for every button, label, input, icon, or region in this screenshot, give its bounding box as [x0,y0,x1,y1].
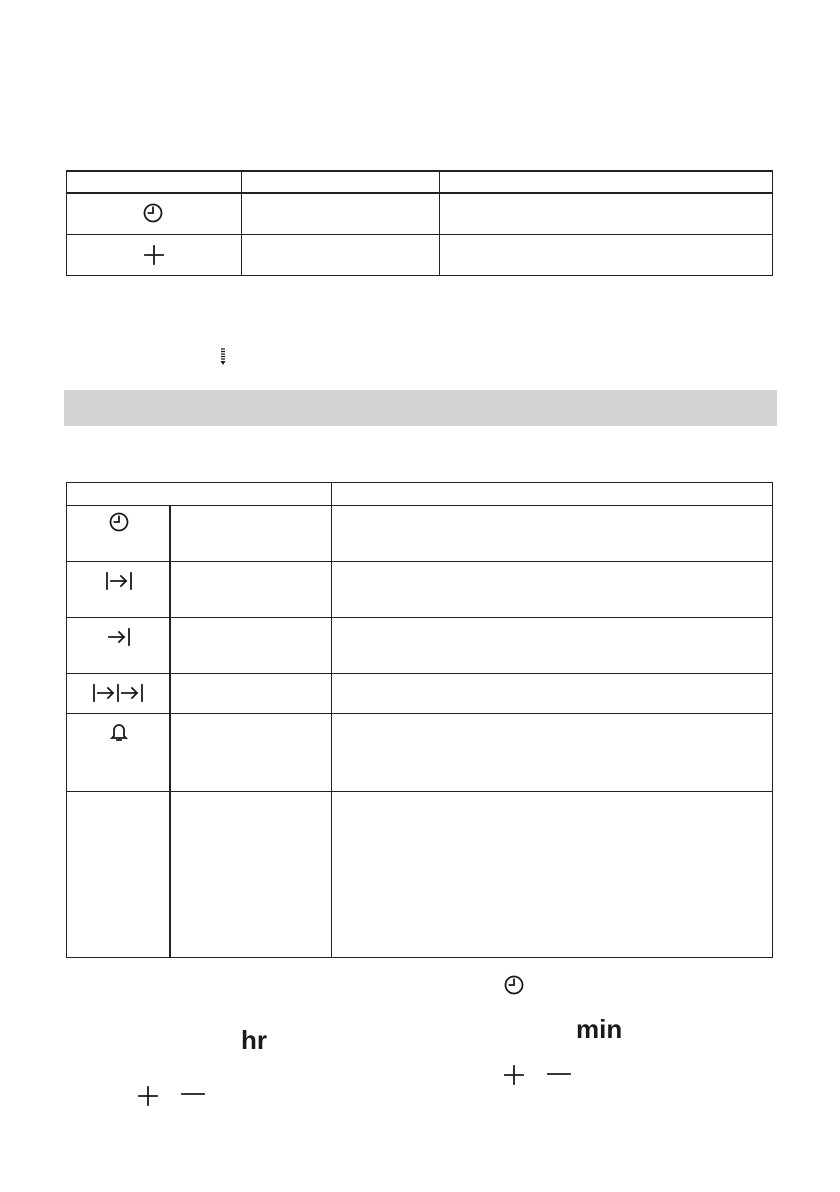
table-row [67,506,773,561]
table-row [67,674,773,713]
scroll-arrow-icon [220,348,226,366]
clock-functions-table [66,482,773,958]
clock-icon [504,975,524,995]
display-min-label: min [576,1014,623,1044]
time-delay-icon [92,684,144,702]
table-row [67,792,773,957]
bell-icon [110,722,128,742]
function-table [66,170,773,276]
plus-icon [504,1065,524,1085]
duration-icon [105,572,133,590]
plus-icon [144,245,164,265]
plus-icon [138,1086,158,1106]
table-row [67,714,773,791]
table-row [67,562,773,617]
column-divider [439,172,440,275]
display-hr-label: hr [241,1025,267,1055]
minus-icon [547,1065,571,1085]
section-heading-band [64,390,777,426]
table-header-row [67,172,772,194]
table-row [67,618,773,673]
clock-icon [109,512,129,532]
table-row [67,235,241,275]
end-time-icon [107,628,131,646]
table-header-row [67,483,772,506]
column-divider [241,172,242,275]
clock-icon [143,203,163,223]
minus-icon [181,1085,205,1105]
table-row [67,194,241,234]
